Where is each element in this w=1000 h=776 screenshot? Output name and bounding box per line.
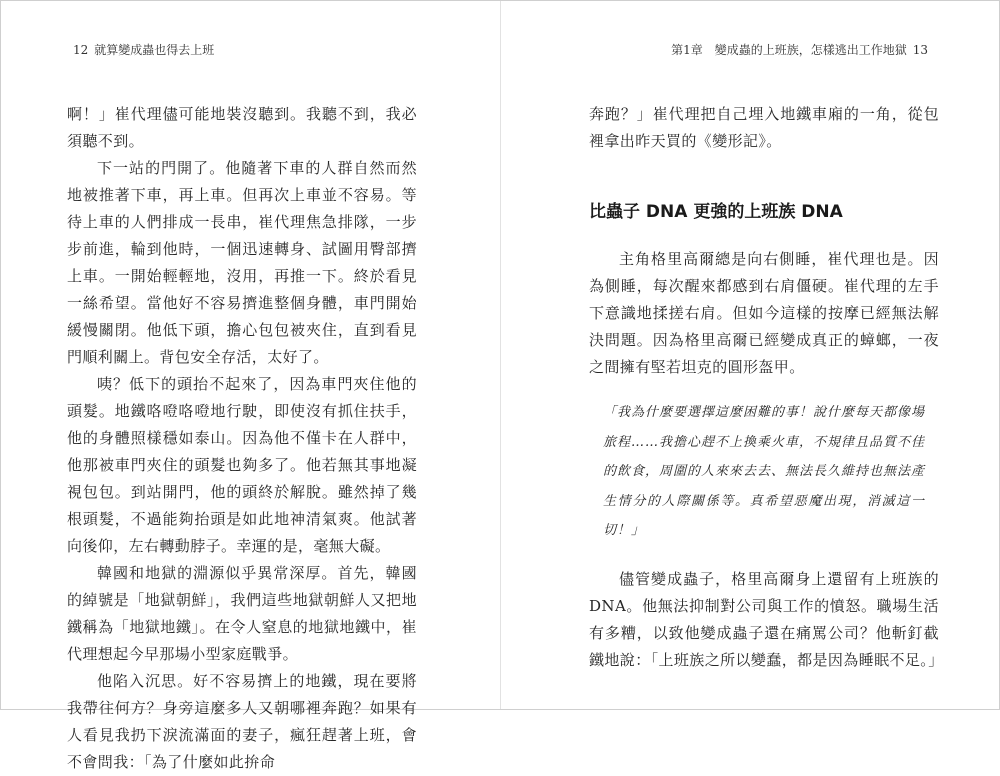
left-paragraph: 咦？低下的頭抬不起來了，因為車門夾住他的頭髮。地鐵咯噔咯噔地行駛，即使沒有抓住扶手，他的身體照樣穩如泰山。因為他不僅卡在人群中，他那被車門夾住的頭髮也夠多了。他若無其事地凝視包包。到站開門，他的頭終於解脫。雖然掉了幾根頭髮，不過能夠抬頭是如此地神清氣爽。他試著向後仰，左右轉動脖子。幸運的是，毫無大礙。	[67, 375, 417, 555]
left-paragraph: 韓國和地獄的淵源似乎異常深厚。首先，韓國的綽號是「地獄朝鮮」，我們這些地獄朝鮮人又把地鐵稱為「地獄地鐵」。在令人窒息的地獄地鐵中，崔代理想起今早那場小型家庭戰爭。	[67, 564, 417, 663]
right-page-body	[589, 101, 944, 674]
right-paragraph: 主角格里高爾總是向右側睡，崔代理也是。因為側睡，每次醒來都感到右肩僵硬。崔代理的左手下意識地揉搓右肩。但如今這樣的按摩已經無法解決問題。因為格里高爾已經變成真正的蟑螂，一夜之間擁有堅若坦克的圓形盔甲。	[589, 250, 939, 376]
quote-text: 「我為什麼要選擇這麼困難的事！說什麼每天都像場旅程……我擔心趕不上換乘火車，不規律且品質不佳的飲食，周圍的人來來去去、無法長久維持也無法產生情分的人際關係等。真希望惡魔出現，消滅這一切！」	[603, 405, 926, 538]
right-running-header	[671, 42, 934, 58]
right-page	[501, 1, 1000, 709]
left-page-body	[67, 101, 417, 776]
left-running-header	[67, 42, 214, 58]
right-running-title: 第1章 變成蟲的上班族，怎樣逃出工作地獄	[671, 43, 907, 57]
left-paragraph: 下一站的門開了。他隨著下車的人群自然而然地被推著下車，再上車。但再次上車並不容易。等待上車的人們排成一長串，崔代理焦急排隊，一步步前進，輪到他時，一個迅速轉身、試圖用臀部擠上車。一開始輕輕地，沒用，再推一下。終於看見一絲希望。當他好不容易擠進整個身體，車門開始緩慢關閉。他低下頭，擔心包包被夾住，直到看見門順利關上。背包安全存活，太好了。	[67, 159, 417, 366]
left-paragraph: 啊！」崔代理儘可能地裝沒聽到。我聽不到，我必須聽不到。	[67, 105, 417, 150]
right-paragraph: 奔跑？」崔代理把自己埋入地鐵車廂的一角，從包裡拿出昨天買的《變形記》。	[589, 105, 939, 150]
section-heading: 比蟲子 DNA 更強的上班族 DNA	[589, 202, 843, 222]
left-page	[1, 1, 501, 771]
left-page-number: 12	[73, 43, 89, 57]
left-running-title: 就算變成蟲也得去上班	[94, 43, 215, 57]
right-paragraph: 儘管變成蟲子，格里高爾身上還留有上班族的 DNA。他無法抑制對公司與工作的憤怒。職場生活有多糟，以致他變成蟲子還在痛罵公司？他斬釘截鐵地說：「上班族之所以變蠢，都是因為睡眠不足。」	[589, 569, 944, 669]
left-paragraph: 他陷入沉思。好不容易擠上的地鐵，現在要將我帶往何方？身旁這麼多人又朝哪裡奔跑？如果有人看見我扔下淚流滿面的妻子，瘋狂趕著上班，會不會問我：「為了什麼如此拚命	[67, 672, 417, 771]
right-page-number: 13	[912, 43, 928, 57]
block-quote	[603, 398, 925, 546]
